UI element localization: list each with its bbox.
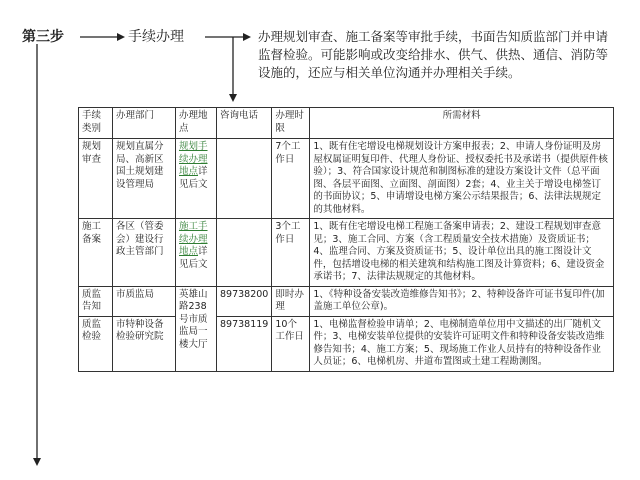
location-link[interactable]: 施工手续办理地点: [179, 221, 208, 257]
cell-phone: 89738119: [217, 316, 272, 371]
header-location: 办理地点: [176, 108, 217, 139]
cell-time-limit: 即时办理: [272, 286, 310, 316]
sub-title: 手续办理: [128, 29, 184, 45]
right-arrow-icon: [117, 33, 125, 41]
cell-materials: 1、既有住宅增设电梯工程施工备案申请表；2、建设工程规划审查意见；3、施工合同、方案（含工程质量安全技术措施）及资质证书；4、监理合同、方案及资质证书；5、设计单位出具的施工图设计文件，包括增设电梯的相关建筑和结构施工图及计算资料；6、建设资金承诺书；7、法律法规规定的其他材料。: [310, 219, 614, 287]
cell-materials: 1、既有住宅增设电梯规划设计方案申报表；2、申请人身份证明及房屋权属证明复印件、代理人身份证、授权委托书及承诺书（提供原件核验）；3、符合国家设计规范和制图标准的建设方案设计文件（总平面图、各层平面图、立面图、剖面图）2套；4、业主关于增设电梯签订的书面协议；5、申请增设电梯方案公示结果报告；6、法律法规规定的其他材料。: [310, 139, 614, 219]
step-description: 办理规划审查、施工备案等审批手续，书面告知质监部门并申请监督检验。可能影响或改变给排水、供气、供热、通信、消防等设施的，还应与相关单位沟通并办理相关手续。: [258, 29, 609, 80]
location-suffix: 详见后文: [179, 246, 208, 270]
cell-phone: [217, 139, 272, 219]
table-row: [79, 139, 614, 219]
cell-department: 规划直属分局、高新区国土规划建设管理局: [113, 139, 176, 219]
cell-materials: 1、电梯监督检验申请单；2、电梯制造单位用中文描述的出厂随机文件；3、电梯安装单位提供的安装许可证明文件和特种设备安装改造维修告知书；4、施工方案；5、现场施工作业人员持有的特种设备作业人员证；6、电梯机房、井道布置图或土建工程勘测图。: [310, 316, 614, 371]
table-row: [79, 316, 614, 371]
right-arrow-icon: [243, 33, 251, 41]
cell-phone: 89738200: [217, 286, 272, 316]
cell-location: [176, 139, 217, 219]
cell-location: [176, 219, 217, 287]
location-link[interactable]: 规划手续办理地点: [179, 141, 208, 177]
cell-time-limit: 3个工作日: [272, 219, 310, 287]
down-arrow-icon: [33, 458, 41, 466]
cell-department: 各区（管委会）建设行政主管部门: [113, 219, 176, 287]
header-materials: 所需材料: [310, 108, 614, 139]
cell-category: 质监检验: [79, 316, 113, 371]
cell-department: 市质监局: [113, 286, 176, 316]
cell-location: [176, 286, 217, 371]
header-department: 办理部门: [113, 108, 176, 139]
table-row: [79, 219, 614, 287]
table-header-row: [79, 108, 614, 139]
cell-category: 质监告知: [79, 286, 113, 316]
cell-category: 规划审查: [79, 139, 113, 219]
procedure-table: [78, 107, 614, 372]
header-category: 手续类别: [79, 108, 113, 139]
location-suffix: 详见后文: [179, 166, 208, 190]
cell-time-limit: 7个工作日: [272, 139, 310, 219]
table-row: [79, 286, 614, 316]
header-time-limit: 办理时限: [272, 108, 310, 139]
location-address: 英雄山路238号市质监局一楼大厅: [179, 288, 208, 350]
cell-category: 施工备案: [79, 219, 113, 287]
down-arrow-icon: [229, 94, 237, 102]
header-phone: 咨询电话: [217, 108, 272, 139]
cell-department: 市特种设备检验研究院: [113, 316, 176, 371]
cell-phone: [217, 219, 272, 287]
step-title: 第三步: [22, 29, 64, 45]
cell-time-limit: 10个工作日: [272, 316, 310, 371]
cell-materials: 1、《特种设备安装改造维修告知书》；2、特种设备许可证书复印件(加盖施工单位公章)。: [310, 286, 614, 316]
